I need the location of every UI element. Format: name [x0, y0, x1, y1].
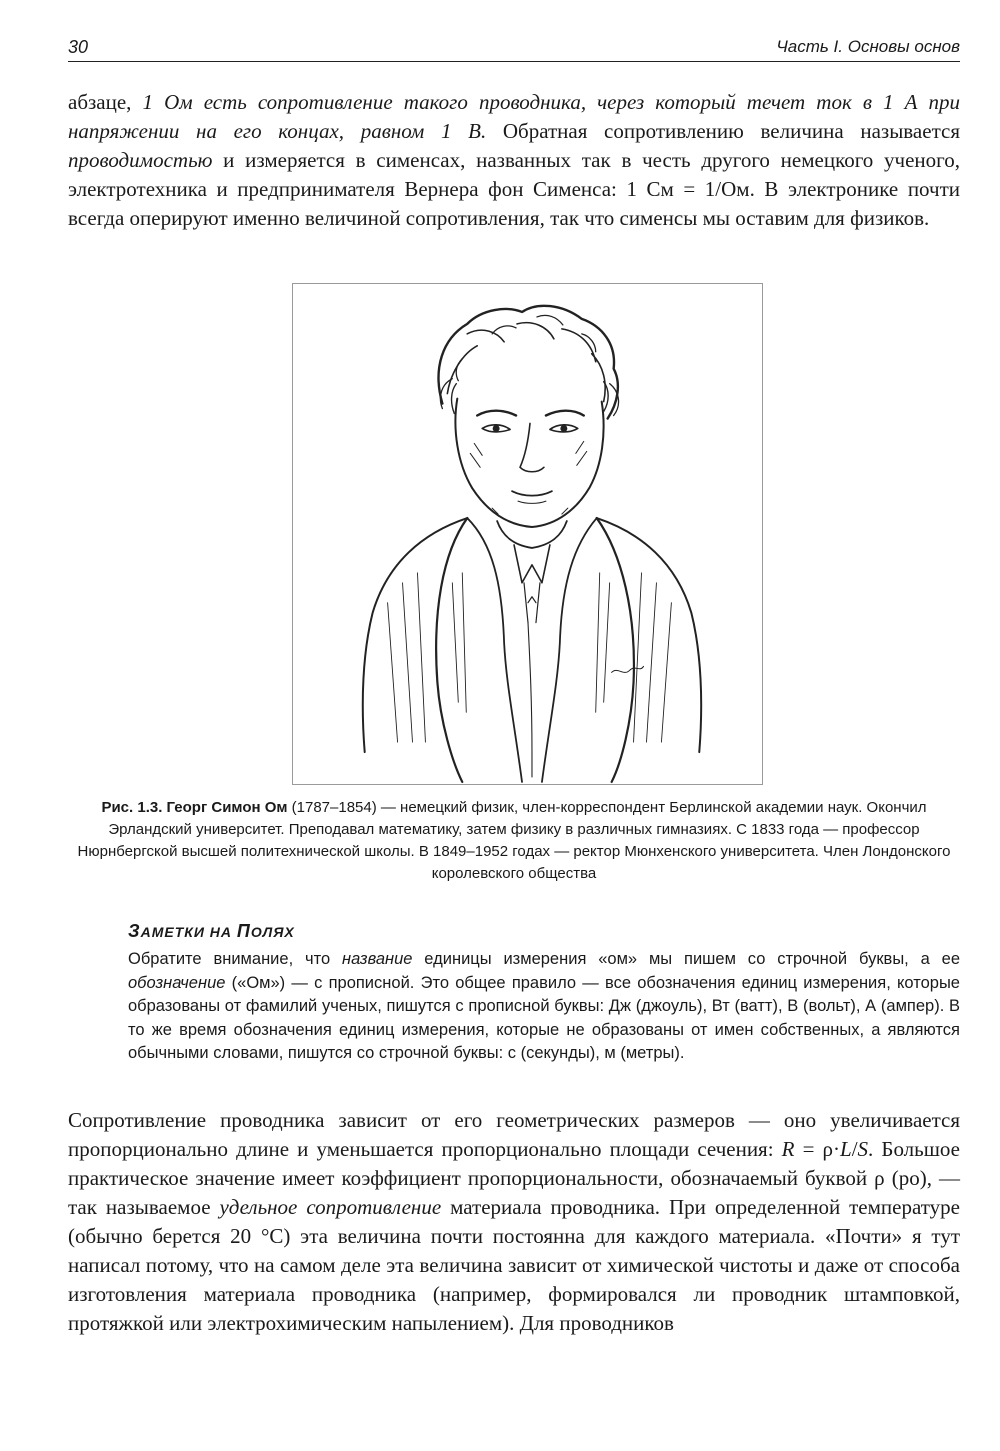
portrait-engraving-icon: [293, 284, 762, 784]
running-title: Часть I. Основы основ: [776, 37, 960, 56]
margin-note: [128, 921, 960, 1066]
page-number: 30: [68, 37, 89, 57]
intro-paragraph: абзаце, 1 Ом есть сопротивление такого проводника, через который течет ток в 1 А при напряжении на его концах, равном 1 В. Обратная сопротивлению величина называется проводимостью и измеряется в сименсах, названных так в честь другого немецкого ученого, электротехника и предпринимателя Вернера фон Сименса: 1 См = 1/Ом. В электронике почти всегда оперируют именно величиной сопротивления, так что сименсы мы оставим для физиков.: [68, 90, 960, 230]
main-paragraph: Сопротивление проводника зависит от его геометрических размеров — оно увеличивается пропорционально длине и уменьшается пропорционально площади сечения: R = ρ·L/S. Большое практическое значение имеет коэффициент пропорциональности, обозначаемый буквой ρ (ро), — так называемое удельное сопротивление материала проводника. При определенной температуре (обычно берется 20 °С) эта величина почти постоянна для каждого материала. «Почти» я тут написал потому, что на самом деле эта величина зависит от химической чистоты и даже от способа изготовления материала проводника (например, формировался ли проводник штамповкой, протяжкой или электрохимическим напылением). Для проводников: [68, 1108, 960, 1335]
margin-note-text: Обратите внимание, что название единицы измерения «ом» мы пишем со строчной буквы, а ее обозначение («Ом») — с прописной. Это общее правило — все обозначения единиц измерения, которые образованы от фамилий ученых, пишутся с прописной буквы: Дж (джоуль), Вт (ватт), В (вольт), А (ампер). В то же время обозначения единиц измерения, которые не образованы от имен собственных, а являются обычными словами, пишутся со строчной буквы: с (секунды), м (метры).: [128, 950, 960, 1062]
page-header: [68, 35, 960, 62]
figure-caption: Рис. 1.3. Георг Симон Ом (1787–1854) — немецкий физик, член-корреспондент Берлинской академии наук. Окончил Эрландский университет. Преподавал математику, затем физику в различных гимназиях. С 1833 года — профессор Нюрнбергской высшей политехнической школы. В 1849–1952 годах — ректор Мюнхенского университета. Член Лондонского королевского общества: [77, 799, 951, 882]
margin-note-title: ЗАМЕТКИ НА ПОЛЯХ: [128, 921, 295, 941]
portrait-figure: [292, 283, 763, 785]
